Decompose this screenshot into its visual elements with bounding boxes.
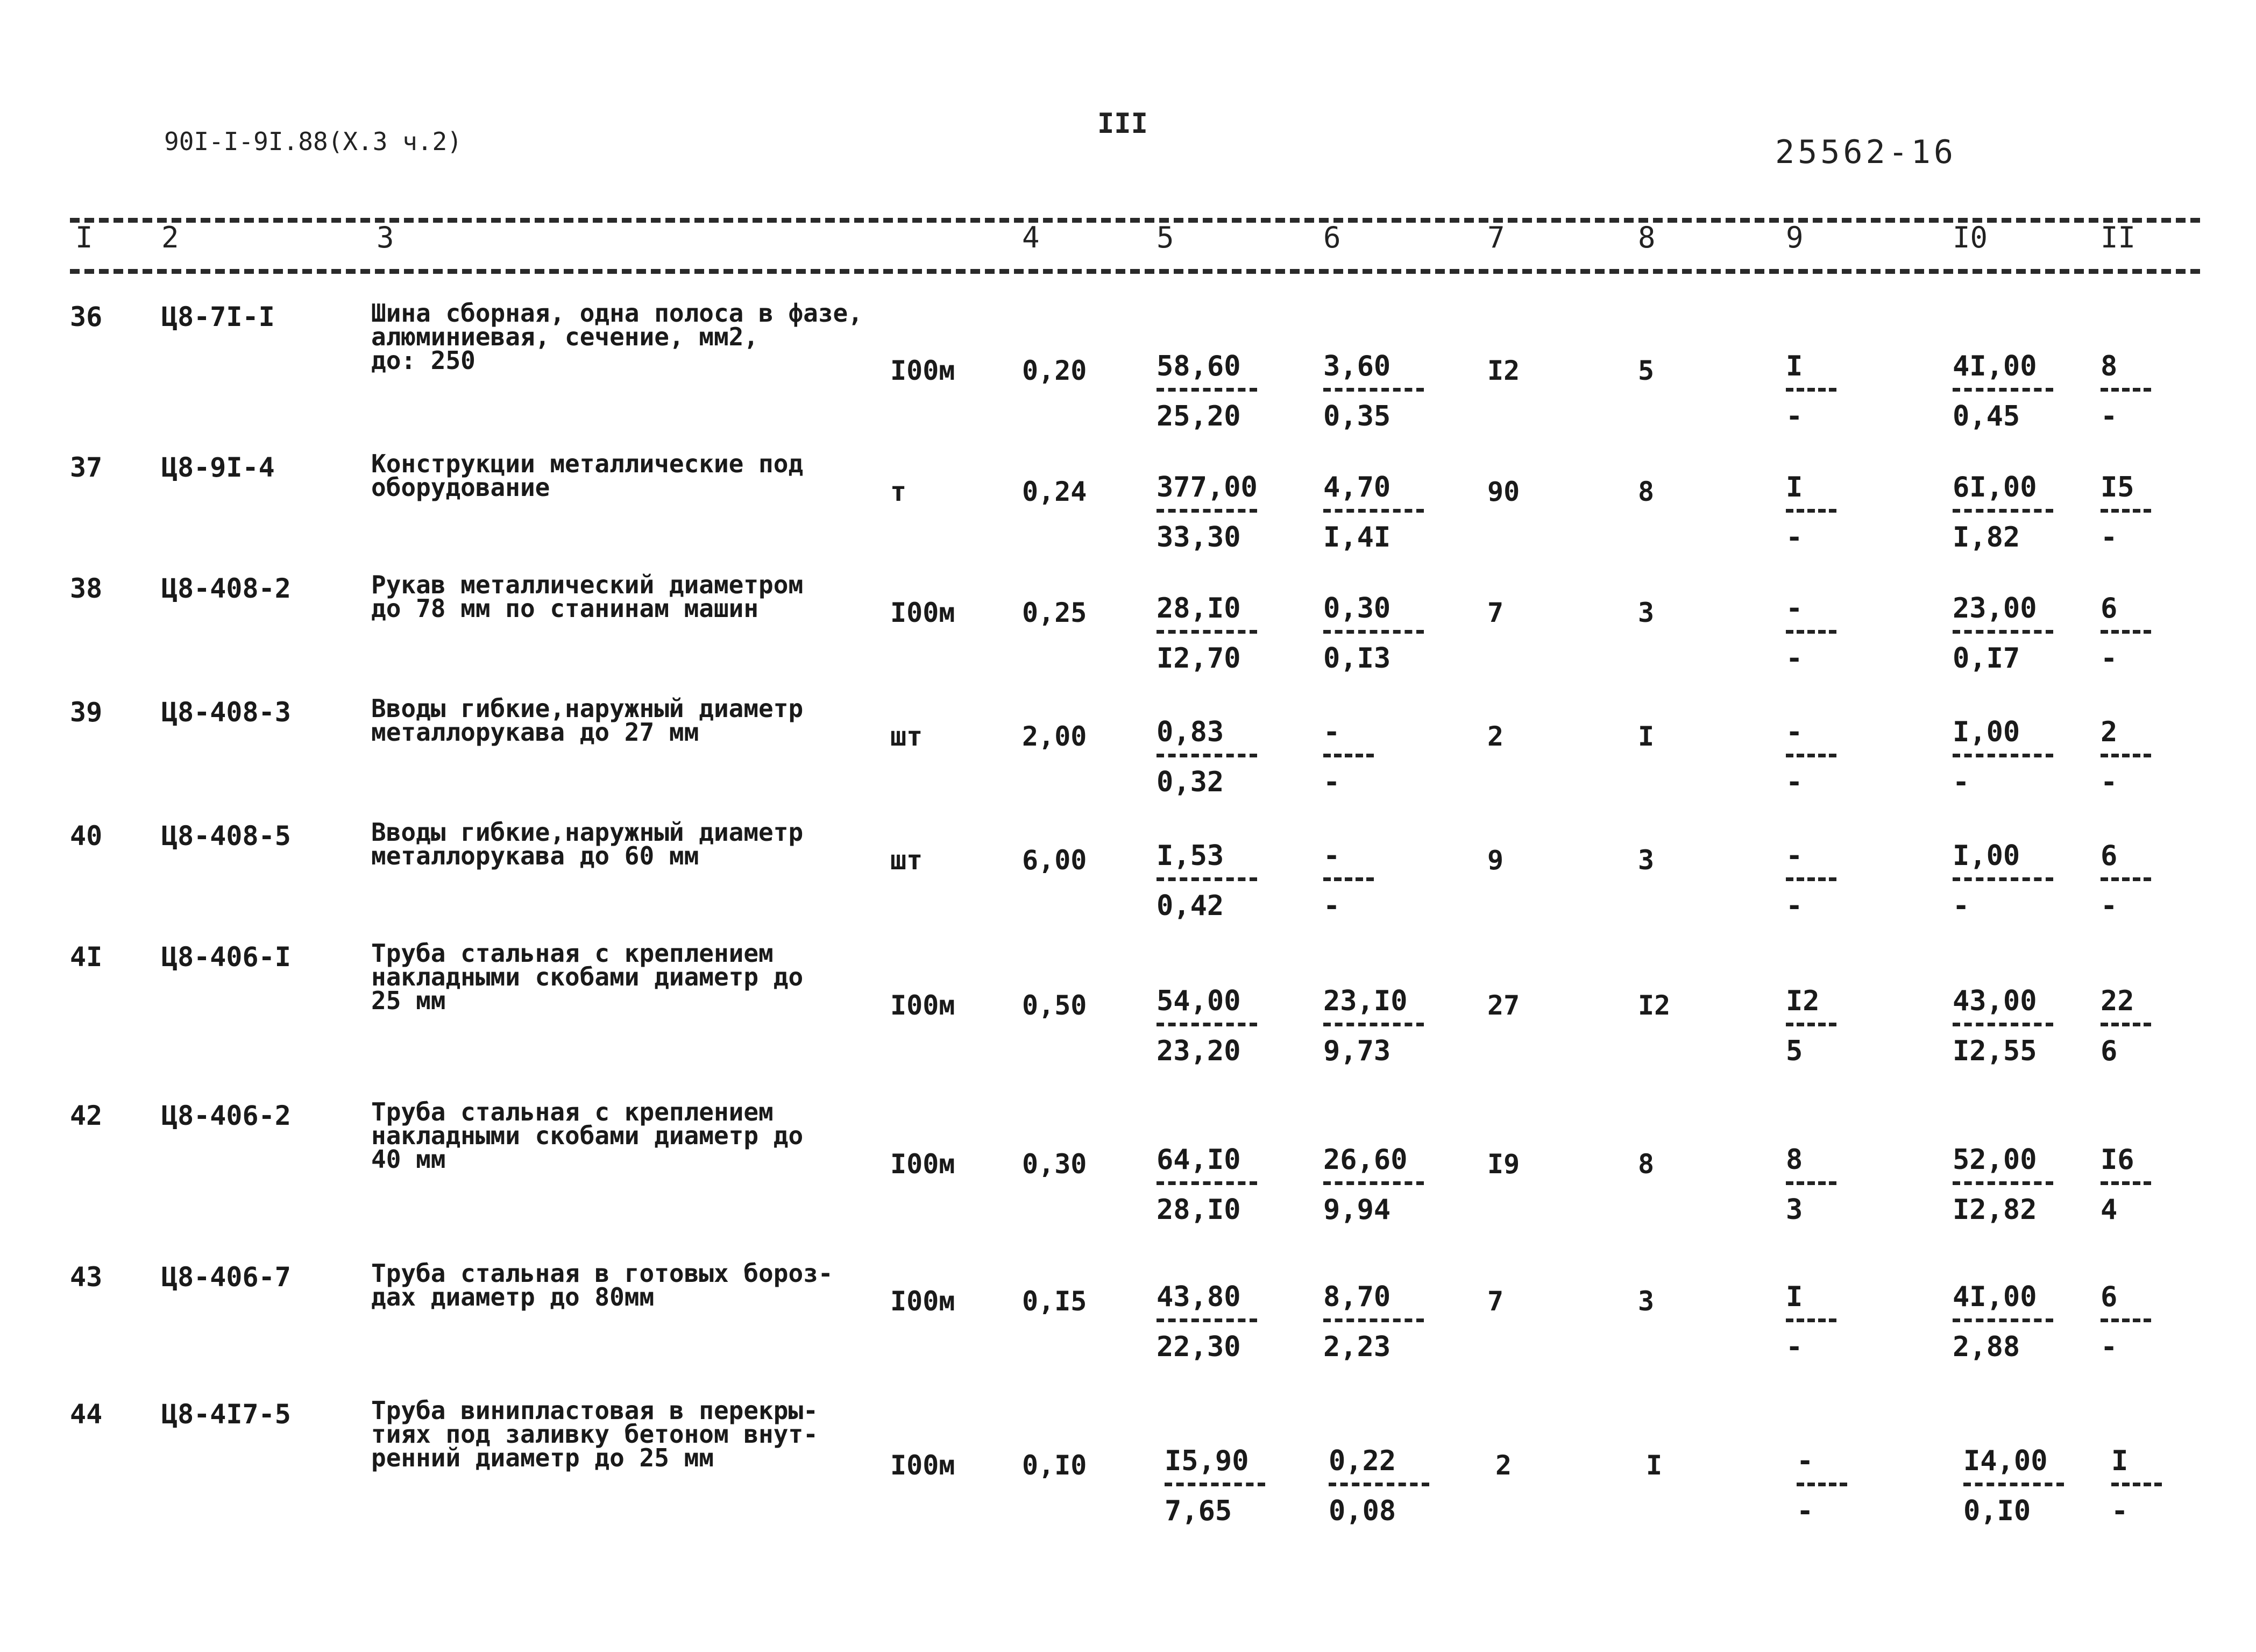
work-description: Труба стальная с креплением накладными скобами диаметр до 40 мм	[371, 1097, 804, 1174]
unit: I00м	[890, 990, 955, 1021]
column-11-fraction	[2101, 592, 2160, 675]
fraction-value: 0,I0	[1963, 1495, 2031, 1527]
column-number-1: I	[75, 221, 93, 254]
fraction-bar	[1323, 1181, 1424, 1185]
fraction-value: 0,35	[1323, 400, 1391, 433]
fraction-value: I,53	[1157, 840, 1224, 872]
row-number: 4I	[70, 941, 103, 973]
column-7-value: 7	[1487, 1286, 1504, 1317]
rate-code: Ц8-406-7	[161, 1261, 291, 1293]
fraction-value: 8	[2101, 350, 2118, 382]
rate-code: Ц8-408-2	[161, 573, 291, 604]
rate-code: Ц8-406-2	[161, 1100, 291, 1131]
fraction-bar	[1157, 1318, 1257, 1322]
column-5-fraction	[1157, 987, 1275, 1065]
fraction-value: 6	[2101, 1035, 2118, 1067]
unit: I00м	[890, 1148, 955, 1180]
fraction-value: -	[1323, 890, 1340, 922]
fraction-value: 4I,00	[1953, 1281, 2037, 1313]
fraction-bar	[1953, 754, 2053, 757]
column-7-value: I2	[1487, 355, 1520, 386]
fraction-value: 377,00	[1157, 471, 1258, 504]
fraction-bar	[1323, 1318, 1424, 1322]
fraction-bar	[1157, 388, 1257, 392]
fraction-value: 28,I0	[1157, 592, 1241, 625]
fraction-value: 22	[2101, 985, 2134, 1017]
fraction-value: -	[1797, 1445, 1814, 1477]
fraction-value: -	[1323, 766, 1340, 798]
column-number-7: 7	[1487, 221, 1505, 254]
fraction-value: 2	[2101, 716, 2118, 748]
fraction-bar	[1157, 630, 1257, 634]
rate-code: Ц8-408-5	[161, 820, 291, 852]
fraction-value: 2,88	[1953, 1331, 2020, 1363]
fraction-value: 0,I7	[1953, 642, 2020, 675]
fraction-value: -	[1786, 890, 1803, 922]
fraction-bar	[1786, 509, 1836, 513]
fraction-value: 0,08	[1329, 1495, 1396, 1527]
column-7-value: 2	[1487, 721, 1504, 752]
work-description: Рукав металлический диаметром до 78 мм по станинам машин	[371, 570, 804, 623]
column-number-10: I0	[1953, 221, 1988, 254]
fraction-value: I2	[1786, 985, 1820, 1017]
rate-code: Ц8-408-3	[161, 697, 291, 728]
fraction-bar	[1953, 1023, 2053, 1026]
fraction-value: I	[1786, 1281, 1803, 1313]
fraction-value: -	[1786, 1331, 1803, 1363]
column-8-value: 3	[1638, 1286, 1655, 1317]
fraction-value: 26,60	[1323, 1144, 1408, 1176]
work-description: Труба винипластовая в перекры- тиях под заливку бетоном внут- ренний диаметр до 25 мм	[371, 1396, 818, 1472]
fraction-value: -	[2101, 521, 2118, 554]
column-10-fraction	[1953, 471, 2071, 554]
quantity: 0,50	[1022, 990, 1087, 1021]
work-description: Вводы гибкие,наружный диаметр металлорукава до 60 мм	[371, 818, 804, 870]
column-5-fraction	[1157, 1283, 1275, 1361]
fraction-value: 64,I0	[1157, 1144, 1241, 1176]
fraction-bar	[1157, 754, 1257, 757]
quantity: 0,I0	[1022, 1450, 1087, 1481]
unit: I00м	[890, 597, 955, 628]
fraction-bar	[2101, 1023, 2151, 1026]
fraction-bar	[1323, 754, 1374, 757]
fraction-bar	[1323, 388, 1424, 392]
fraction-bar	[2101, 630, 2151, 634]
fraction-value: 28,I0	[1157, 1194, 1241, 1226]
fraction-value: 6	[2101, 1281, 2118, 1313]
fraction-value: I6	[2101, 1144, 2134, 1176]
fraction-value: I2,70	[1157, 642, 1241, 675]
fraction-bar	[1329, 1483, 1429, 1486]
column-11-fraction	[2111, 1447, 2170, 1525]
column-9-fraction	[1786, 1146, 1845, 1224]
column-8-value: I	[1638, 721, 1655, 752]
fraction-value: I	[1786, 471, 1803, 504]
fraction-bar	[1157, 877, 1257, 881]
fraction-value: I2,82	[1953, 1194, 2037, 1226]
fraction-bar	[1786, 1023, 1836, 1026]
column-6-fraction	[1323, 471, 1442, 554]
fraction-value: -	[2111, 1495, 2129, 1527]
column-number-3: 3	[377, 221, 394, 254]
column-8-value: 8	[1638, 476, 1655, 507]
column-9-fraction	[1797, 1447, 1856, 1525]
fraction-value: I2,55	[1953, 1035, 2037, 1067]
fraction-bar	[1786, 877, 1836, 881]
column-number-8: 8	[1638, 221, 1656, 254]
fraction-bar	[1786, 1318, 1836, 1322]
fraction-bar	[1323, 877, 1374, 881]
column-11-fraction	[2101, 1146, 2160, 1224]
fraction-value: I	[1786, 350, 1803, 382]
quantity: 0,I5	[1022, 1286, 1087, 1317]
fraction-bar	[1786, 630, 1836, 634]
column-5-fraction	[1157, 350, 1275, 433]
fraction-value: I,00	[1953, 716, 2020, 748]
fraction-value: 58,60	[1157, 350, 1241, 382]
fraction-bar	[1786, 388, 1836, 392]
fraction-value: I,82	[1953, 521, 2020, 554]
fraction-value: -	[1953, 766, 1970, 798]
column-5-fraction	[1157, 1146, 1275, 1224]
fraction-bar	[1323, 509, 1424, 513]
column-6-fraction	[1323, 987, 1442, 1065]
fraction-value: -	[1786, 592, 1803, 625]
row-number: 37	[70, 452, 103, 483]
fraction-value: -	[2101, 766, 2118, 798]
fraction-value: 7,65	[1165, 1495, 1232, 1527]
fraction-value: 6	[2101, 592, 2118, 625]
row-number: 40	[70, 820, 103, 852]
fraction-value: -	[1786, 716, 1803, 748]
fraction-bar	[2101, 388, 2151, 392]
fraction-value: -	[2101, 400, 2118, 433]
fraction-value: I,00	[1953, 840, 2020, 872]
fraction-value: -	[1323, 840, 1340, 872]
page-number: III	[1097, 108, 1148, 140]
fraction-value: 8,70	[1323, 1281, 1391, 1313]
fraction-value: 54,00	[1157, 985, 1241, 1017]
fraction-value: 0,83	[1157, 716, 1224, 748]
row-number: 39	[70, 697, 103, 728]
fraction-value: 0,I3	[1323, 642, 1391, 675]
header-bottom-rule	[70, 269, 2200, 274]
fraction-bar	[1953, 877, 2053, 881]
row-number: 44	[70, 1399, 103, 1430]
fraction-value: 0,22	[1329, 1445, 1396, 1477]
fraction-value: 4,70	[1323, 471, 1391, 504]
column-11-fraction	[2101, 842, 2160, 920]
column-number-6: 6	[1323, 221, 1341, 254]
fraction-value: 9,73	[1323, 1035, 1391, 1067]
fraction-value: 4	[2101, 1194, 2118, 1226]
fraction-bar	[2101, 754, 2151, 757]
column-7-value: 27	[1487, 990, 1520, 1021]
unit: I00м	[890, 355, 955, 386]
column-6-fraction	[1329, 1447, 1447, 1525]
fraction-bar	[1323, 630, 1424, 634]
fraction-value: 23,I0	[1323, 985, 1408, 1017]
quantity: 2,00	[1022, 721, 1087, 752]
column-6-fraction	[1323, 718, 1382, 796]
column-number-4: 4	[1022, 221, 1040, 254]
unit: т	[890, 476, 907, 507]
fraction-value: I5	[2101, 471, 2134, 504]
fraction-bar	[1953, 1181, 2053, 1185]
work-description: Труба стальная в готовых бороз- дах диаметр до 80мм	[371, 1259, 833, 1311]
fraction-value: -	[1786, 400, 1803, 433]
column-10-fraction	[1953, 592, 2071, 675]
column-7-value: 2	[1495, 1450, 1512, 1481]
quantity: 6,00	[1022, 845, 1087, 876]
fraction-value: -	[2101, 1331, 2118, 1363]
column-6-fraction	[1323, 1146, 1442, 1224]
column-6-fraction	[1323, 842, 1382, 920]
column-6-fraction	[1323, 1283, 1442, 1361]
fraction-bar	[1786, 1181, 1836, 1185]
fraction-bar	[1157, 1181, 1257, 1185]
row-number: 42	[70, 1100, 103, 1131]
row-number: 43	[70, 1261, 103, 1293]
fraction-bar	[1953, 388, 2053, 392]
column-10-fraction	[1953, 1283, 2071, 1361]
sheet-number: 25562-16	[1775, 133, 1956, 171]
column-number-11: II	[2101, 221, 2136, 254]
work-description: Конструкции металлические под оборудование	[371, 449, 804, 502]
column-10-fraction	[1953, 718, 2071, 796]
fraction-value: -	[2101, 890, 2118, 922]
unit: шт	[890, 721, 923, 752]
fraction-bar	[2111, 1483, 2162, 1486]
row-number: 38	[70, 573, 103, 604]
fraction-bar	[1786, 754, 1836, 757]
column-6-fraction	[1323, 592, 1442, 675]
column-8-value: 8	[1638, 1148, 1655, 1180]
fraction-value: 2,23	[1323, 1331, 1391, 1363]
document-code: 90I-I-9I.88(X.3 ч.2)	[164, 127, 462, 156]
column-5-fraction	[1157, 471, 1275, 554]
rate-code: Ц8-7I-I	[161, 301, 275, 332]
fraction-bar	[1157, 509, 1257, 513]
fraction-value: I	[2111, 1445, 2129, 1477]
fraction-bar	[1323, 1023, 1424, 1026]
column-11-fraction	[2101, 987, 2160, 1065]
fraction-value: 4I,00	[1953, 350, 2037, 382]
column-9-fraction	[1786, 350, 1845, 433]
fraction-value: 9,94	[1323, 1194, 1391, 1226]
fraction-value: 5	[1786, 1035, 1803, 1067]
fraction-value: -	[1786, 642, 1803, 675]
column-7-value: 90	[1487, 476, 1520, 507]
fraction-value: 8	[1786, 1144, 1803, 1176]
fraction-bar	[1953, 509, 2053, 513]
column-10-fraction	[1953, 350, 2071, 433]
rate-code: Ц8-9I-4	[161, 452, 275, 483]
fraction-value: -	[1797, 1495, 1814, 1527]
quantity: 0,20	[1022, 355, 1087, 386]
fraction-bar	[1165, 1483, 1265, 1486]
work-description: Труба стальная с креплением накладными скобами диаметр до 25 мм	[371, 939, 804, 1015]
column-11-fraction	[2101, 718, 2160, 796]
fraction-value: -	[1786, 766, 1803, 798]
column-9-fraction	[1786, 1283, 1845, 1361]
fraction-bar	[1953, 1318, 2053, 1322]
fraction-bar	[1797, 1483, 1847, 1486]
fraction-value: 52,00	[1953, 1144, 2037, 1176]
row-number: 36	[70, 301, 103, 332]
column-9-fraction	[1786, 718, 1845, 796]
fraction-value: 3	[1786, 1194, 1803, 1226]
fraction-value: 0,32	[1157, 766, 1224, 798]
fraction-value: 22,30	[1157, 1331, 1241, 1363]
fraction-value: 33,30	[1157, 521, 1241, 554]
fraction-value: -	[2101, 642, 2118, 675]
rate-code: Ц8-406-I	[161, 941, 291, 973]
column-6-fraction	[1323, 350, 1442, 433]
column-5-fraction	[1157, 718, 1275, 796]
fraction-value: -	[1786, 840, 1803, 872]
fraction-bar	[1953, 630, 2053, 634]
fraction-bar	[1157, 1023, 1257, 1026]
fraction-value: 23,00	[1953, 592, 2037, 625]
unit: шт	[890, 845, 923, 876]
quantity: 0,24	[1022, 476, 1087, 507]
column-7-value: I9	[1487, 1148, 1520, 1180]
fraction-value: 25,20	[1157, 400, 1241, 433]
fraction-value: I5,90	[1165, 1445, 1249, 1477]
column-8-value: I2	[1638, 990, 1671, 1021]
fraction-bar	[2101, 877, 2151, 881]
column-5-fraction	[1157, 842, 1275, 920]
column-number-2: 2	[161, 221, 179, 254]
column-9-fraction	[1786, 471, 1845, 554]
column-10-fraction	[1953, 1146, 2071, 1224]
column-7-value: 9	[1487, 845, 1504, 876]
fraction-value: I,4I	[1323, 521, 1391, 554]
fraction-value: 43,80	[1157, 1281, 1241, 1313]
column-8-value: 3	[1638, 597, 1655, 628]
quantity: 0,25	[1022, 597, 1087, 628]
column-8-value: I	[1646, 1450, 1663, 1481]
column-5-fraction	[1157, 592, 1275, 675]
work-description: Вводы гибкие,наружный диаметр металлорукава до 27 мм	[371, 694, 804, 747]
column-9-fraction	[1786, 592, 1845, 675]
fraction-value: 3,60	[1323, 350, 1391, 382]
column-9-fraction	[1786, 987, 1845, 1065]
column-number-9: 9	[1786, 221, 1804, 254]
unit: I00м	[890, 1286, 955, 1317]
column-5-fraction	[1165, 1447, 1283, 1525]
column-10-fraction	[1953, 987, 2071, 1065]
quantity: 0,30	[1022, 1148, 1087, 1180]
fraction-value: 6I,00	[1953, 471, 2037, 504]
work-description: Шина сборная, одна полоса в фазе, алюминиевая, сечение, мм2, до: 250	[371, 299, 863, 375]
column-11-fraction	[2101, 350, 2160, 433]
column-8-value: 5	[1638, 355, 1655, 386]
unit: I00м	[890, 1450, 955, 1481]
fraction-value: I4,00	[1963, 1445, 2048, 1477]
fraction-value: 0,45	[1953, 400, 2020, 433]
column-10-fraction	[1953, 842, 2071, 920]
fraction-value: -	[1323, 716, 1340, 748]
fraction-value: 0,42	[1157, 890, 1224, 922]
column-7-value: 7	[1487, 597, 1504, 628]
fraction-bar	[1963, 1483, 2064, 1486]
fraction-value: 23,20	[1157, 1035, 1241, 1067]
column-11-fraction	[2101, 471, 2160, 554]
fraction-value: -	[1786, 521, 1803, 554]
fraction-value: 43,00	[1953, 985, 2037, 1017]
column-number-5: 5	[1157, 221, 1174, 254]
fraction-bar	[2101, 1181, 2151, 1185]
rate-code: Ц8-4I7-5	[161, 1399, 291, 1430]
fraction-bar	[2101, 1318, 2151, 1322]
fraction-value: 0,30	[1323, 592, 1391, 625]
column-11-fraction	[2101, 1283, 2160, 1361]
column-9-fraction	[1786, 842, 1845, 920]
fraction-bar	[2101, 509, 2151, 513]
column-8-value: 3	[1638, 845, 1655, 876]
fraction-value: 6	[2101, 840, 2118, 872]
column-10-fraction	[1963, 1447, 2082, 1525]
fraction-value: -	[1953, 890, 1970, 922]
